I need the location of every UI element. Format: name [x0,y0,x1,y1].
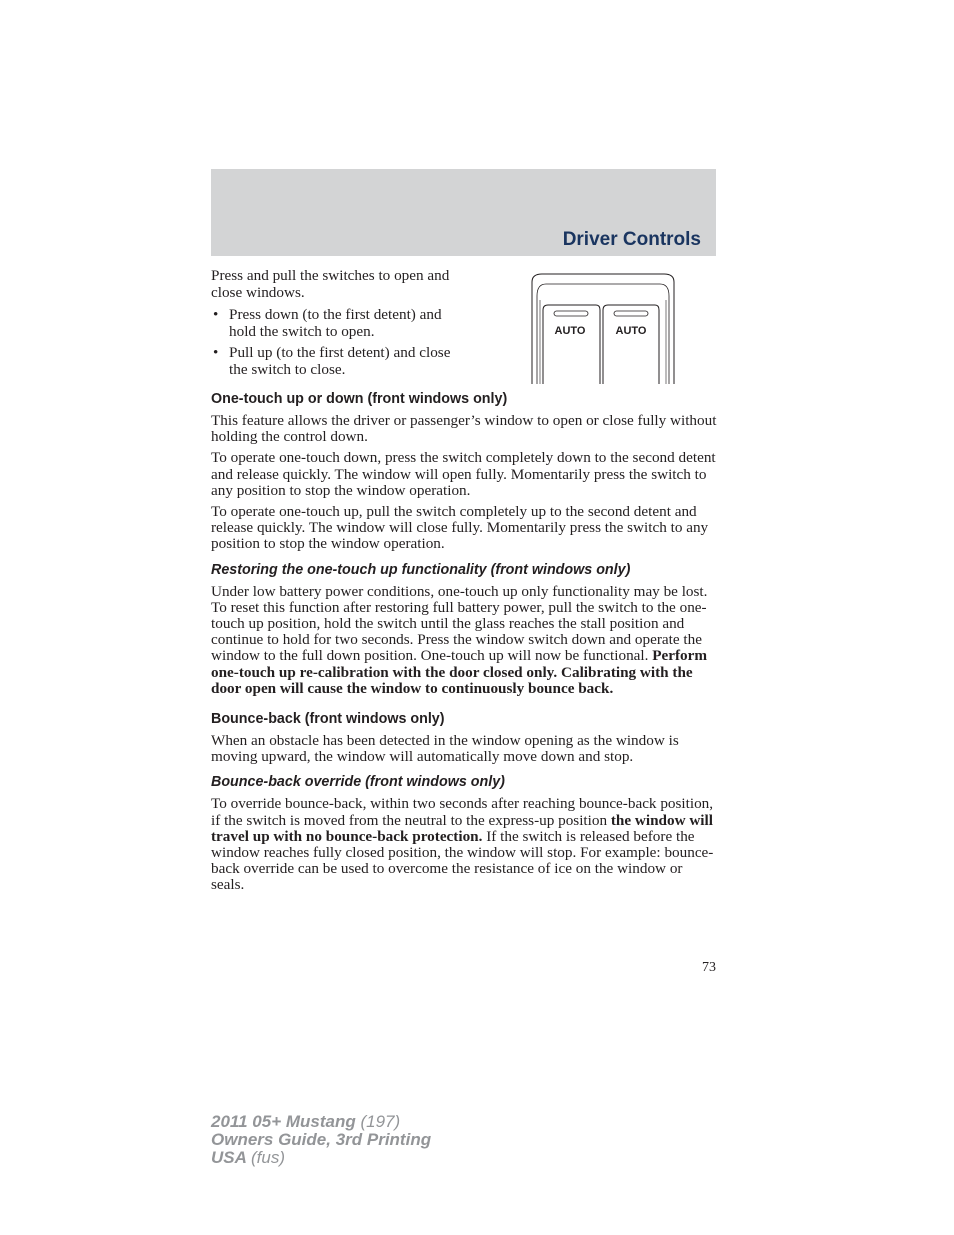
paragraph: This feature allows the driver or passenger’s window to open or close fully without holding the control down. [211,412,717,446]
paragraph-text: If the switch is released before the window reaches fully closed position, the window will stop. For example: bounce-back override can be used to overcome the resistance of ice on the window or seals. [211,827,714,894]
footer-imprint [211,1113,431,1167]
footer-model: 2011 05+ Mustang [211,1112,356,1131]
heading-one-touch: One-touch up or down (front windows only) [211,391,508,407]
paragraph-bold-warning: Perform one-touch up re-calibration with the door closed only. Calibrating with the door open will cause the window to continuously bounce back. [211,647,708,697]
intro-lead: Press and pull the switches to open and close windows. [211,267,450,301]
intro-block [211,267,471,378]
page-number: 73 [702,960,716,975]
footer-guide: Owners Guide, 3rd Printing [211,1130,432,1149]
heading-override: Bounce-back override (front windows only) [211,774,505,791]
auto-label-left: AUTO [554,325,586,337]
footer-model-code: (197) [360,1112,401,1131]
paragraph-override [211,796,717,893]
section-title: Driver Controls [562,229,701,250]
heading-bounce-back: Bounce-back (front windows only) [211,711,445,728]
list-item: • Pull up (to the first detent) and close the switch to close. [211,345,471,378]
footer-market-code: (fus) [251,1148,285,1167]
paragraph: To operate one-touch down, press the switch completely down to the second detent and release quickly. The window will open fully. Momentarily press the switch to any position to stop the window operation. [211,449,716,499]
footer-market: USA [211,1148,247,1167]
list-item: • Press down (to the first detent) and hold the switch to open. [211,307,471,340]
heading-restoring: Restoring the one-touch up functionality (front windows only) [211,561,631,578]
paragraph: To operate one-touch up, pull the switch completely up to the second detent and release quickly. The window will close fully. Momentarily press the switch to any position to stop the window operation. [211,503,709,553]
paragraph: When an obstacle has been detected in the window opening as the window is moving upward, the window will automatically move down and stop. [211,732,679,766]
intro-bullets [211,307,471,378]
auto-label-right: AUTO [615,325,647,337]
paragraph-restoring [211,584,717,697]
paragraph-bold: the window will travel up with no bounce-back protection. [211,811,713,845]
paragraph-text: To override bounce-back, within two seconds after reaching bounce-back position, if the switch is moved from the neutral to the express-up position [211,795,714,829]
paragraph-text: Under low battery power conditions, one-touch up only functionality may be lost. To reset this function after restoring full battery power, pull the switch to the one-touch up position, hold the switch until the glass reaches the stall position and continue to hold for two seconds. Press the window switch down and operate the window to the full down position. One-touch up will now be functional. [211,582,708,665]
section-header-band [211,169,716,256]
